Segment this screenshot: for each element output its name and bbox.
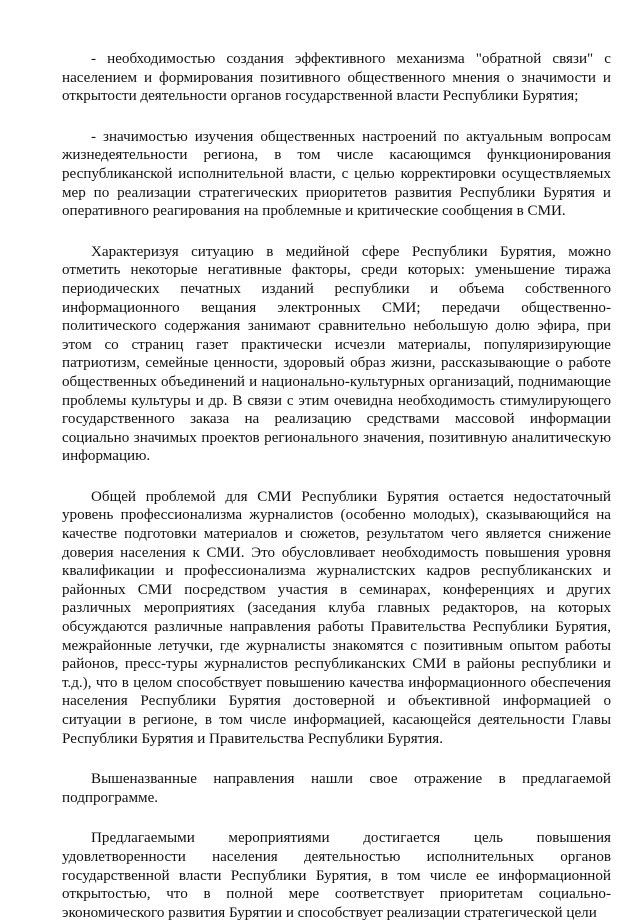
paragraph-program-goal: Предлагаемыми мероприятиями достигается цель повышения удовлетворенности населения деятельностью исполнительных органов государственной власти Республики Бурятия, в том числе ее информационной открытостью, что в полной мере соответствует приоритетам социально-экономического развития Бурятии и способствует реализации стратегической цели (62, 830, 611, 921)
paragraph-journalist-professionalism: Общей проблемой для СМИ Республики Бурятия остается недостаточный уровень профессионализма журналистов (особенно молодых), сказывающийся на качестве подготовки материалов и сюжетов, результатом чего является снижение доверия населения к СМИ. Это обусловливает необходимость повышения уровня квалификации и профессионализма журналистских кадров республиканских и районных СМИ посредством участия в семинарах, конференциях и других различных мероприятиях (заседания клуба главных редакторов, на которых обсуждаются различные направления работы Правительства Республики Бурятия, межрайонные летучки, где журналисты знакомятся с позитивным опытом работы районов, пресс-туры журналистов республиканских СМИ в районы республики и т.д.), что в целом способствует повышению качества информационного обеспечения населения Республики Бурятия достоверной и объективной информацией о ситуации в регионе, в том числе информацией, касающейся деятельности Главы Республики Бурятия и Правительства Республики Бурятия. (62, 488, 611, 747)
paragraph-public-opinion: - значимостью изучения общественных настроений по актуальным вопросам жизнедеятельности региона, в том числе касающимся функционирования республиканской исполнительной власти, с целью корректировки осуществляемых мер по реализации стратегических приоритетов развития Республики Бурятия и оперативного реагирования на проблемные и критические сообщения в СМИ. (62, 128, 611, 220)
paragraph-media-situation: Характеризуя ситуацию в медийной сфере Республики Бурятия, можно отметить некоторые негативные факторы, среди которых: уменьшение тиража периодических печатных изданий республики и объема собственного информационного вещания электронных СМИ; передачи общественно-политического содержания занимают сравнительно небольшую долю эфира, при этом со страниц газет практически исчезли материалы, популяризирующие патриотизм, семейные ценности, здоровый образ жизни, рассказывающие о работе общественных объединений и национально-культурных организаций, поднимающие проблемы культуры и др. В связи с этим очевидна необходимость стимулирующего государственного заказа на реализацию средствами массовой информации социально значимых проектов регионального значения, позитивную аналитическую информацию. (62, 243, 611, 465)
document-page (62, 50, 611, 922)
paragraph-feedback-mechanism: - необходимостью создания эффективного механизма "обратной связи" с населением и формирования позитивного общественного мнения о значимости и открытости деятельности органов государственной власти Республики Бурятия; (62, 51, 611, 105)
paragraph-subprogram-reference: Вышеназванные направления нашли свое отражение в предлагаемой подпрограмме. (62, 771, 611, 806)
